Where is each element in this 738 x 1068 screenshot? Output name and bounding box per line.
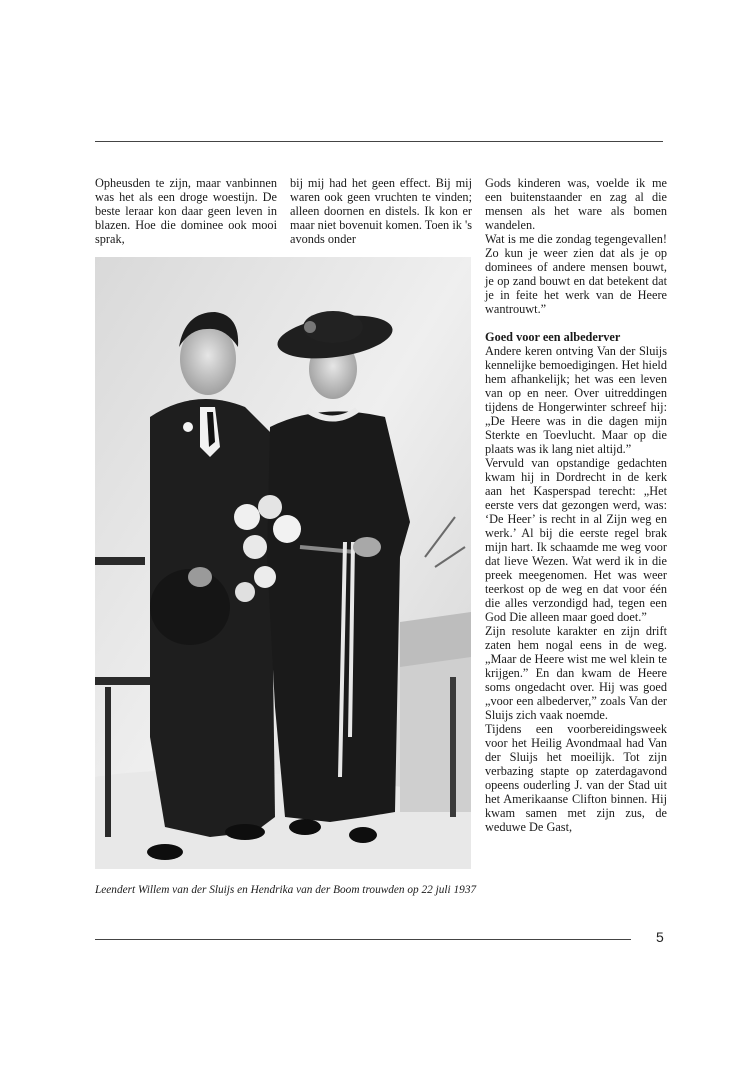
paragraph: Andere keren ontving Van der Sluijs kennelijke bemoedigingen. Het hield hem afhankelijk; het was een leven van op en neer. Over uitreddingen tijdens de Hongerwinter schreef hij: „De Heere was in die dagen mijn Sterkte en Toevlucht. Maar op die plaats was ik lang niet altijd.” [485,344,667,456]
wedding-photo [95,257,471,869]
section-heading: Goed voor een albederver [485,330,621,344]
column-left [95,176,277,246]
bottom-rule [95,939,631,940]
column-right [485,176,667,834]
paragraph: bij mij had het geen effect. Bij mij waren ook geen vruchten te vinden; alleen doornen en distels. Ik kon er maar niet bovenuit komen. Toen ik 's avonds onder [290,176,472,246]
page-number: 5 [656,929,664,945]
paragraph: Gods kinderen was, voelde ik me een buitenstaander en zag al die mensen als het ware als bomen wandelen. [485,176,667,232]
top-rule [95,141,663,142]
paragraph: Tijdens een voorbereidingsweek voor het Heilig Avondmaal had Van der Sluijs het moeilijk. Tot zijn verbazing stapte op zaterdagavond opeens ouderling J. van der Stad uit het Amerikaanse Clifton binnen. Hij kwam samen met zijn zus, de weduwe De Gast, [485,722,667,834]
paragraph: Zijn resolute karakter en zijn drift zaten hem nogal eens in de weg. „Maar de Heere wist me wel klein te krijgen.” En dan kwam de Heere soms ongedacht over. Hij was goed „voor een albederver,” zoals Van der Sluijs zich vaak noemde. [485,624,667,722]
photo-caption: Leendert Willem van der Sluijs en Hendrika van der Boom trouwden op 22 juli 1937 [95,884,477,896]
paragraph: Opheusden te zijn, maar vanbinnen was het als een droge woestijn. De beste leraar kon daar geen leven in blazen. Hoe die dominee ook mooi sprak, [95,176,277,246]
column-middle [290,176,472,246]
paragraph: Wat is me die zondag tegengevallen! Zo kun je weer zien dat als je op dominees of andere mensen bouwt, je op zand bouwt en dat betekent dat je in feite het werk van de Heere wantrouwt.” [485,232,667,316]
paragraph: Vervuld van opstandige gedachten kwam hij in Dordrecht in de kerk aan het Kasperspad terecht: „Het eerste vers dat gezongen werd, was: ‘De Heer’ is recht in al Zijn weg en werk.’ Al bij die eerste regel brak mijn hart. Ik schaamde me weg voor dat lieve Wezen. Wat werd ik in die preek meegenomen. Het was weer teerkost op de weg en dat voor één die alles verzondigd had, tegen een God Die alleen maar goed doet.” [485,456,667,624]
